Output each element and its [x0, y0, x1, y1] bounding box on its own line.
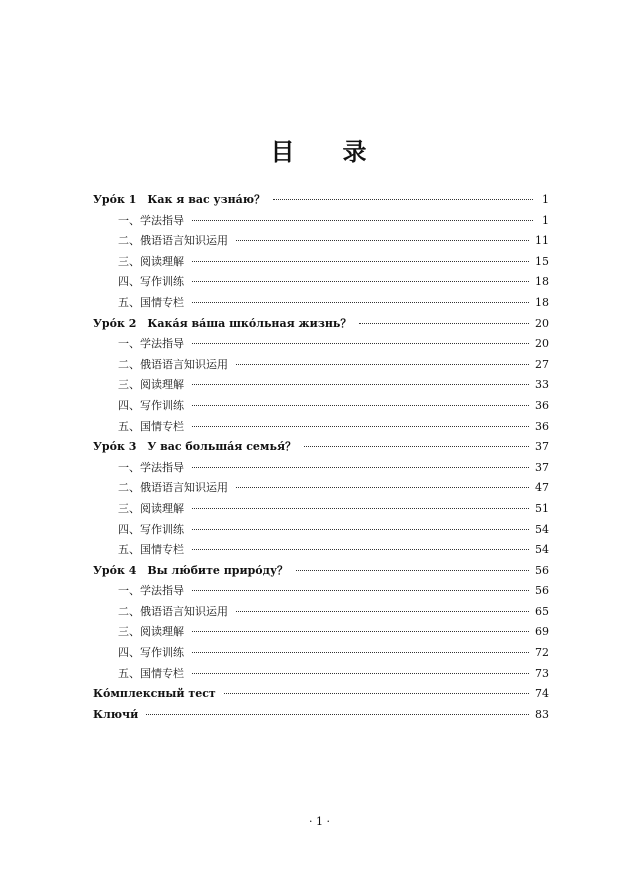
toc-entry-page-number: 83 — [535, 707, 549, 721]
toc-entry-page-number: 72 — [535, 646, 549, 660]
toc-entry-page-number: 1 — [542, 213, 549, 227]
dot-leader — [192, 467, 529, 468]
toc-sub-entry[interactable] — [93, 622, 549, 643]
toc-entry-page-number: 27 — [535, 357, 549, 371]
toc-entry-page-number: 74 — [535, 687, 549, 701]
toc-entry-label: 三、阅读理解 — [118, 501, 184, 515]
toc-lesson-entry[interactable] — [93, 561, 549, 582]
toc-entry-label: 二、俄语语言知识运用 — [118, 481, 228, 495]
toc-entry-label: 五、国情专栏 — [118, 666, 184, 680]
toc-lesson-entry[interactable] — [93, 314, 549, 335]
toc-lesson-entry[interactable] — [93, 684, 549, 705]
dot-leader — [236, 487, 529, 488]
dot-leader — [236, 364, 529, 365]
toc-sub-entry[interactable] — [93, 458, 549, 479]
page-number: · 1 · — [309, 815, 330, 828]
toc-sub-entry[interactable] — [93, 272, 549, 293]
toc-entry-label: 五、国情专栏 — [118, 543, 184, 557]
toc-entry-label: Уро́к 3 У вас больша́я семья́？ — [93, 440, 297, 454]
dot-leader — [192, 529, 529, 530]
toc-entry-label: 二、俄语语言知识运用 — [118, 604, 228, 618]
toc-entry-label: 四、写作训练 — [118, 398, 184, 412]
dot-leader — [273, 199, 533, 200]
toc-sub-entry[interactable] — [93, 478, 549, 499]
toc-entry-label: 二、俄语语言知识运用 — [118, 357, 228, 371]
dot-leader — [146, 714, 529, 715]
dot-leader — [192, 508, 529, 509]
toc-sub-entry[interactable] — [93, 355, 549, 376]
dot-leader — [236, 240, 529, 241]
toc-entry-page-number: 20 — [535, 337, 549, 351]
toc-sub-entry[interactable] — [93, 293, 549, 314]
toc-sub-entry[interactable] — [93, 499, 549, 520]
toc-sub-entry[interactable] — [93, 540, 549, 561]
toc-sub-entry[interactable] — [93, 211, 549, 232]
toc-entry-label: 四、写作训练 — [118, 275, 184, 289]
toc-sub-entry[interactable] — [93, 252, 549, 273]
toc-sub-entry[interactable] — [93, 375, 549, 396]
toc-sub-entry[interactable] — [93, 334, 549, 355]
toc-entry-label: 一、学法指导 — [118, 213, 184, 227]
toc-entry-page-number: 56 — [535, 584, 549, 598]
title-char-2: 录 — [342, 137, 369, 166]
dot-leader — [236, 611, 529, 612]
toc-entry-label: 五、国情专栏 — [118, 295, 184, 309]
dot-leader — [192, 405, 529, 406]
toc-sub-entry[interactable] — [93, 396, 549, 417]
toc-entry-page-number: 18 — [535, 275, 549, 289]
toc-entry-label: Уро́к 1 Как я вас узна́ю？ — [93, 193, 266, 206]
toc-entry-label: 四、写作训练 — [118, 522, 184, 536]
toc-entry-page-number: 36 — [535, 419, 549, 433]
dot-leader — [192, 384, 529, 385]
toc-lesson-entry[interactable] — [93, 437, 549, 458]
toc-entry-page-number: 37 — [535, 460, 549, 474]
toc-entry-label: 一、学法指导 — [118, 460, 184, 474]
toc-entry-page-number: 65 — [535, 604, 549, 618]
toc-entry-label: 二、俄语语言知识运用 — [118, 234, 228, 248]
toc-entry-label: 三、阅读理解 — [118, 254, 184, 268]
dot-leader — [192, 426, 529, 427]
dot-leader — [304, 446, 529, 447]
toc-entry-label: 五、国情专栏 — [118, 419, 184, 433]
toc-entry-label: 一、学法指导 — [118, 584, 184, 598]
toc-lesson-entry[interactable] — [93, 190, 549, 211]
table-of-contents — [93, 190, 549, 725]
dot-leader — [192, 261, 529, 262]
dot-leader — [192, 343, 529, 344]
dot-leader — [192, 631, 529, 632]
toc-entry-page-number: 54 — [535, 543, 549, 557]
toc-entry-page-number: 18 — [535, 295, 549, 309]
toc-entry-page-number: 73 — [535, 666, 549, 680]
toc-entry-label: 四、写作训练 — [118, 646, 184, 660]
toc-entry-page-number: 1 — [542, 193, 549, 206]
dot-leader — [192, 652, 529, 653]
toc-entry-label: 三、阅读理解 — [118, 625, 184, 639]
toc-entry-page-number: 36 — [535, 398, 549, 412]
toc-sub-entry[interactable] — [93, 664, 549, 685]
toc-entry-page-number: 37 — [535, 440, 549, 454]
toc-sub-entry[interactable] — [93, 581, 549, 602]
dot-leader — [359, 323, 529, 324]
dot-leader — [192, 590, 529, 591]
toc-entry-page-number: 33 — [535, 378, 549, 392]
toc-entry-label: 三、阅读理解 — [118, 378, 184, 392]
toc-entry-label: Уро́к 4 Вы лю́бите приро́ду？ — [93, 563, 289, 577]
toc-entry-page-number: 56 — [535, 563, 549, 577]
dot-leader — [192, 302, 529, 303]
toc-entry-page-number: 51 — [535, 501, 549, 515]
dot-leader — [192, 549, 529, 550]
page-title — [0, 132, 639, 167]
title-char-1: 目 — [270, 137, 297, 166]
toc-sub-entry[interactable] — [93, 643, 549, 664]
toc-entry-label: Уро́к 2 Кака́я ва́ша шко́льная жизнь？ — [93, 316, 352, 330]
dot-leader — [192, 673, 529, 674]
toc-entry-page-number: 20 — [535, 316, 549, 330]
dot-leader — [296, 570, 529, 571]
toc-entry-page-number: 15 — [535, 254, 549, 268]
toc-lesson-entry[interactable] — [93, 705, 549, 726]
toc-sub-entry[interactable] — [93, 231, 549, 252]
toc-entry-page-number: 11 — [535, 234, 549, 248]
toc-entry-label: 一、学法指导 — [118, 337, 184, 351]
dot-leader — [224, 693, 529, 694]
toc-entry-label: Ко́мплексный тест — [93, 687, 216, 701]
toc-sub-entry[interactable] — [93, 602, 549, 623]
toc-sub-entry[interactable] — [93, 417, 549, 438]
toc-entry-page-number: 47 — [535, 481, 549, 495]
toc-sub-entry[interactable] — [93, 520, 549, 541]
dot-leader — [192, 220, 533, 221]
dot-leader — [192, 281, 529, 282]
toc-entry-label: Ключи́ — [93, 707, 139, 721]
toc-entry-page-number: 54 — [535, 522, 549, 536]
toc-entry-page-number: 69 — [535, 625, 549, 639]
